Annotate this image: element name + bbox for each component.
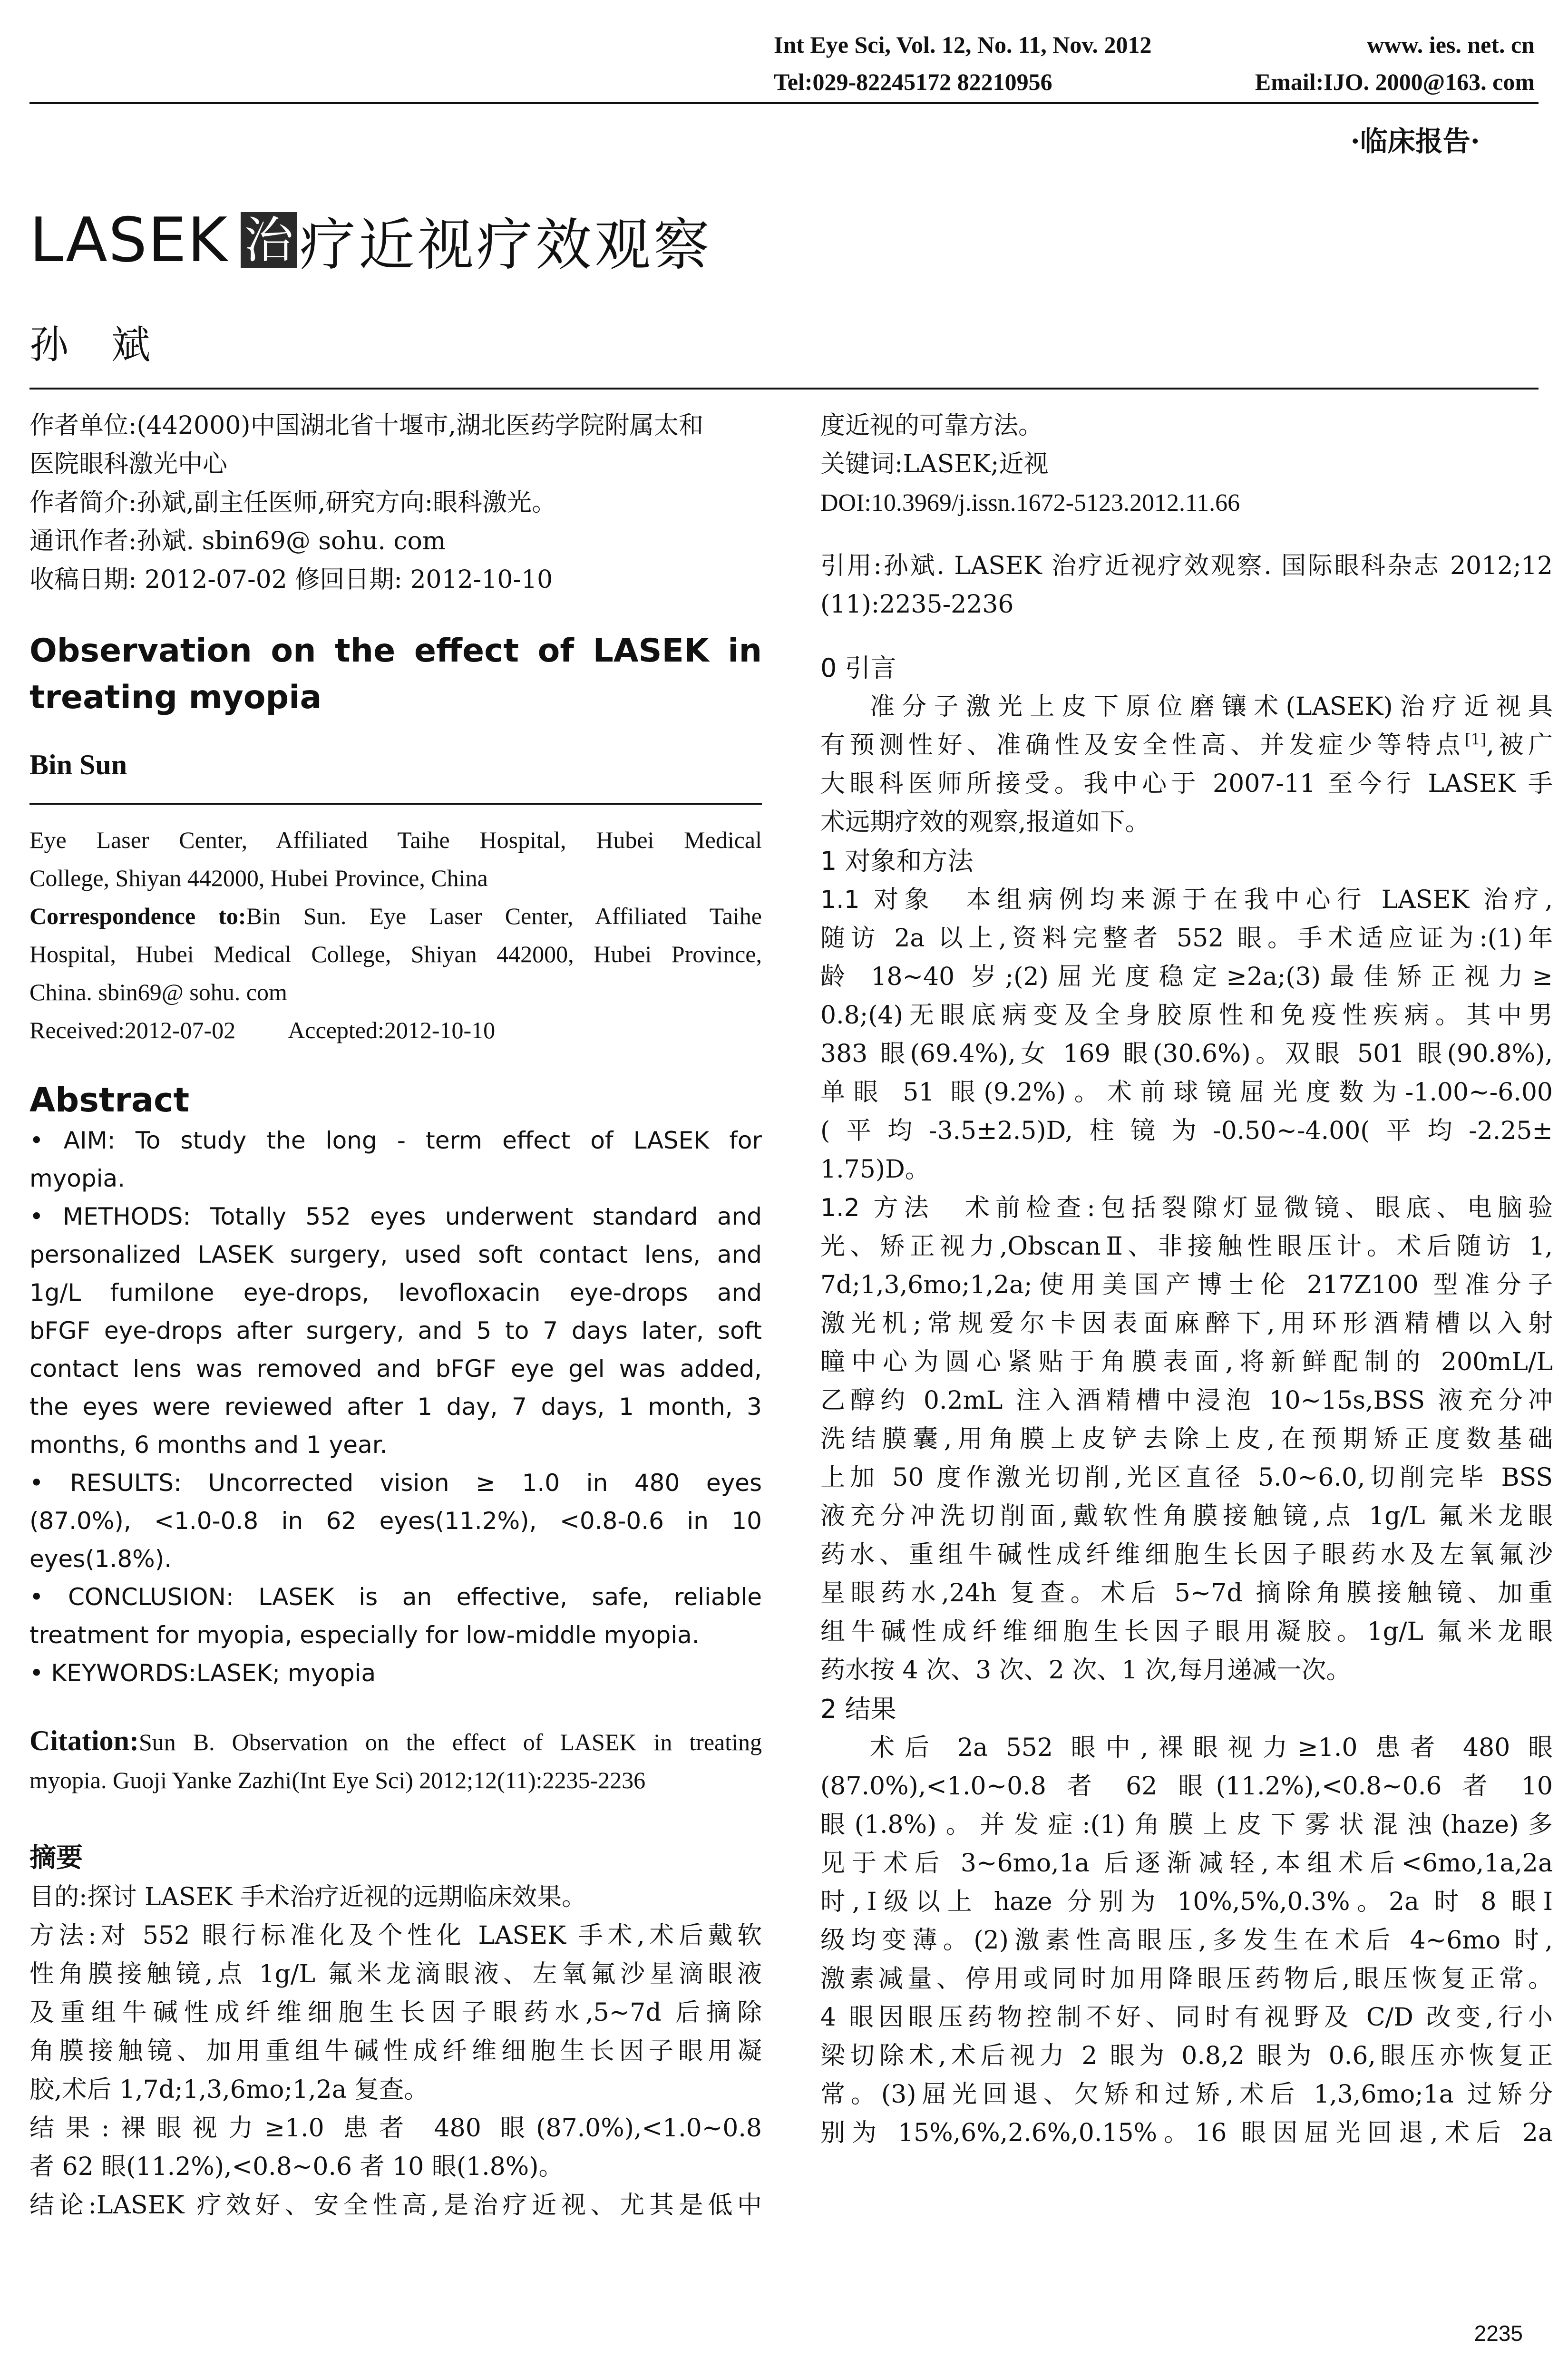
citation-cn-line: (11):2235-2236 xyxy=(820,590,1014,619)
title-highlight-char: 治 xyxy=(241,212,297,268)
english-title xyxy=(29,628,762,674)
journal-email[interactable]: Email:IJO. 2000@163. com xyxy=(1255,68,1535,95)
reference-mark[interactable]: [1] xyxy=(1464,730,1487,749)
section-heading-methods: 1 对象和方法 xyxy=(820,846,974,876)
citation-en-line: myopia. Guoji Yanke Zazhi(Int Eye Sci) 2012;12(11):2235-2236 xyxy=(29,1767,646,1793)
subsection-label: 1.2 方法 xyxy=(820,1194,935,1222)
affiliation-line: Eye Laser Center, Affiliated Taihe Hospital, Hubei Medical xyxy=(29,827,762,853)
body-line: 0.8;(4)无眼底病变及全身胶原性和免疫性疾病。其中男 xyxy=(820,1001,1553,1030)
body-line: 洗结膜囊,用角膜上皮铲去除上皮,在预期矫正度数基础 xyxy=(820,1425,1553,1453)
body-line: 乙醇约 0.2mL 注入酒精槽中浸泡 10~15s,BSS 液充分冲 xyxy=(820,1386,1553,1415)
author-rule xyxy=(29,803,762,805)
body-line xyxy=(820,881,1553,919)
citation-label: Citation: xyxy=(29,1725,139,1756)
received-accepted xyxy=(29,1011,762,1049)
zh-abstract-line: 者 62 眼(11.2%),<0.8~0.6 者 10 眼(1.8%)。 xyxy=(29,2153,564,2181)
section-heading-results: 2 结果 xyxy=(820,1694,896,1724)
body-line: (87.0%),<1.0~0.8 者 62 眼(11.2%),<0.8~0.6 者 10 xyxy=(820,1772,1553,1801)
abstract-heading: Abstract xyxy=(29,1081,190,1120)
english-title-line: Observation on the effect of LASEK in xyxy=(29,632,762,670)
body-line: 单眼 51 眼(9.2%)。术前球镜屈光度数为-1.00~-6.00 xyxy=(820,1078,1553,1107)
journal-citation: Int Eye Sci, Vol. 12, No. 11, Nov. 2012 xyxy=(774,31,1152,58)
abstract-continuation: 度近视的可靠方法。 xyxy=(820,411,1043,440)
body-line: 药水按 4 次、3 次、2 次、1 次,每月递减一次。 xyxy=(820,1656,1351,1685)
body-line: 药水、重组牛碱性成纤维细胞生长因子眼药水及左氧氟沙 xyxy=(820,1540,1553,1569)
body-text: 术前检查:包括裂隙灯显微镜、眼底、电脑验 xyxy=(959,1194,1553,1222)
body-line: 激光机;常规爱尔卡因表面麻醉下,用环形酒精槽以入射 xyxy=(820,1309,1553,1338)
abstract-line: contact lens was removed and bFGF eye gel was added, xyxy=(29,1355,762,1383)
abstract-line: months, 6 months and 1 year. xyxy=(29,1431,388,1459)
correspondence-email[interactable]: China. sbin69@ sohu. com xyxy=(29,979,287,1005)
abstract-line: myopia. xyxy=(29,1165,126,1192)
body-line: 激素减量、停用或同时加用降眼压药物后,眼压恢复正常。 xyxy=(820,1965,1553,1993)
citation-en-line xyxy=(29,1722,762,1761)
info-line: 作者单位:(442000)中国湖北省十堰市,湖北医药学院附属太和 xyxy=(29,411,704,440)
body-line xyxy=(820,1189,1553,1227)
abstract-line: • KEYWORDS:LASEK; myopia xyxy=(29,1659,376,1687)
english-author: Bin Sun xyxy=(29,749,127,780)
correspondence-label: Correspondence to: xyxy=(29,903,246,929)
title-rest: 疗近视疗效观察 xyxy=(299,212,712,278)
citation-cn-line: 引用:孙斌. LASEK 治疗近视疗效观察. 国际眼科杂志 2012;12 xyxy=(820,552,1553,580)
english-title-line: treating myopia xyxy=(29,679,322,716)
received-date: Received:2012-07-02 xyxy=(29,1017,236,1043)
correspondence-line: Hospital, Hubei Medical College, Shiyan 442000, Hubei Province, xyxy=(29,941,762,967)
abstract-line: • METHODS: Totally 552 eyes underwent standard and xyxy=(29,1203,762,1230)
body-line: 1.75)D。 xyxy=(820,1155,930,1184)
correspondence-text: Bin Sun. Eye Laser Center, Affiliated Taihe xyxy=(246,903,762,929)
article-title xyxy=(29,200,712,281)
title-rule xyxy=(29,388,1539,390)
body-line: 大眼科医师所接受。我中心于 2007-11 至今行 LASEK 手 xyxy=(820,770,1553,798)
body-line: (平均-3.5±2.5)D,柱镜为-0.50~-4.00(平均-2.25± xyxy=(820,1117,1553,1145)
abstract-line: • CONCLUSION: LASEK is an effective, safe, reliable xyxy=(29,1583,762,1611)
zh-abstract-heading: 摘要 xyxy=(29,1842,83,1873)
body-line: 液充分冲洗切削面,戴软性角膜接触镜,点 1g/L 氟米龙眼 xyxy=(820,1502,1553,1530)
section-tag: ·临床报告· xyxy=(1350,125,1480,157)
header-rule xyxy=(29,102,1539,104)
body-line: 7d;1,3,6mo;1,2a;使用美国产博士伦 217Z100 型准分子 xyxy=(820,1271,1553,1299)
body-line: 眼(1.8%)。并发症:(1)角膜上皮下雾状混浊(haze)多 xyxy=(820,1811,1553,1839)
journal-header xyxy=(774,26,1535,100)
page-number: 2235 xyxy=(1474,2321,1523,2346)
zh-abstract-line: 结果:裸眼视力≥1.0 患者 480 眼(87.0%),<1.0~0.8 xyxy=(29,2114,762,2143)
journal-website[interactable]: www. ies. net. cn xyxy=(1367,31,1535,58)
zh-abstract-line: 及重组牛碱性成纤维细胞生长因子眼药水,5~7d 后摘除 xyxy=(29,1998,762,2027)
abstract-line: treatment for myopia, especially for low-middle myopia. xyxy=(29,1621,700,1649)
abstract-line: the eyes were reviewed after 1 day, 7 days, 1 month, 3 xyxy=(29,1393,762,1421)
body-line: 术远期疗效的观察,报道如下。 xyxy=(820,808,1150,837)
body-text: ,被广 xyxy=(1486,731,1553,760)
zh-abstract-line: 角膜接触镜、加用重组牛碱性成纤维细胞生长因子眼用凝 xyxy=(29,2037,762,2065)
body-line: 术后 2a 552 眼中,裸眼视力≥1.0 患者 480 眼 xyxy=(870,1734,1553,1762)
keywords-line: 关键词:LASEK;近视 xyxy=(820,450,1049,478)
right-column xyxy=(820,407,1553,2153)
body-line: 时,Ⅰ级以上 haze 分别为 10%,5%,0.3%。2a 时 8 眼Ⅰ xyxy=(820,1888,1553,1916)
affiliation-line: College, Shiyan 442000, Hubei Province, China xyxy=(29,865,488,891)
body-line: 常。(3)屈光回退、欠矫和过矫,术后 1,3,6mo;1a 过矫分 xyxy=(820,2080,1553,2109)
zh-abstract-line: 性角膜接触镜,点 1g/L 氟米龙滴眼液、左氧氟沙星滴眼液 xyxy=(29,1960,762,1988)
body-text: 本组病例均来源于在我中心行 LASEK 治疗, xyxy=(960,886,1553,914)
journal-tel: Tel:029-82245172 82210956 xyxy=(774,68,1052,95)
accepted-date: Accepted:2012-10-10 xyxy=(288,1017,496,1043)
info-line: 收稿日期: 2012-07-02 修回日期: 2012-10-10 xyxy=(29,565,553,594)
title-prefix: LASEK xyxy=(29,205,228,276)
body-line: 瞳中心为圆心紧贴于角膜表面,将新鲜配制的 200mL/L xyxy=(820,1348,1553,1376)
abstract-line: 1g/L fumilone eye-drops, levofloxacin eye-drops and xyxy=(29,1279,762,1306)
body-line: 梁切除术,术后视力 2 眼为 0.8,2 眼为 0.6,眼压亦恢复正 xyxy=(820,2042,1553,2070)
body-line: 4 眼因眼压药物控制不好、同时有视野及 C/D 改变,行小 xyxy=(820,2003,1553,2032)
info-line: 作者简介:孙斌,副主任医师,研究方向:眼科激光。 xyxy=(29,488,557,517)
body-line: 383 眼(69.4%),女 169 眼(30.6%)。双眼 501 眼(90.8%), xyxy=(820,1040,1553,1068)
body-line: 见于术后 3~6mo,1a 后逐渐减轻,本组术后<6mo,1a,2a xyxy=(820,1849,1553,1878)
doi-line[interactable]: DOI:10.3969/j.issn.1672-5123.2012.11.66 xyxy=(820,489,1240,516)
abstract-line: • AIM: To study the long - term effect of LASEK for xyxy=(29,1127,762,1154)
body-line: 别为 15%,6%,2.6%,0.15%。16 眼因屈光回退,术后 2a xyxy=(820,2119,1553,2147)
abstract-line: bFGF eye-drops after surgery, and 5 to 7 days later, soft xyxy=(29,1317,762,1344)
body-line: 光、矫正视力,ObscanⅡ、非接触性眼压计。术后随访 1, xyxy=(820,1232,1553,1261)
citation-text: Sun B. Observation on the effect of LASEK in treating xyxy=(138,1729,762,1755)
author-name-cn: 孙斌 xyxy=(29,322,194,368)
zh-abstract-line: 结论:LASEK 疗效好、安全性高,是治疗近视、尤其是低中 xyxy=(29,2191,762,2220)
info-line: 通讯作者:孙斌. sbin69@ sohu. com xyxy=(29,527,446,555)
body-line: 随访 2a 以上,资料完整者 552 眼。手术适应证为:(1)年 xyxy=(820,924,1553,953)
abstract-line: • RESULTS: Uncorrected vision ≥ 1.0 in 480 eyes xyxy=(29,1469,762,1497)
subsection-label: 1.1 对象 xyxy=(820,886,935,914)
correspondence-line xyxy=(29,897,762,935)
abstract-line: personalized LASEK surgery, used soft contact lens, and xyxy=(29,1241,762,1268)
body-line: 龄 18~40 岁;(2)屈光度稳定≥2a;(3)最佳矫正视力≥ xyxy=(820,963,1553,991)
body-text: 有预测性好、准确性及安全性高、并发症少等特点 xyxy=(820,731,1465,760)
body-line: 星眼药水,24h 复查。术后 5~7d 摘除角膜接触镜、加重 xyxy=(820,1579,1553,1607)
body-line: 组牛碱性成纤维细胞生长因子眼用凝胶。1g/L 氟米龙眼 xyxy=(820,1617,1553,1646)
section-heading-intro: 0 引言 xyxy=(820,653,896,683)
left-column xyxy=(29,407,762,2225)
english-title xyxy=(29,674,762,721)
info-line: 医院眼科激光中心 xyxy=(29,450,228,478)
zh-abstract-line: 方法:对 552 眼行标准化及个性化 LASEK 手术,术后戴软 xyxy=(29,1921,762,1950)
body-line: 准分子激光上皮下原位磨镶术(LASEK)治疗近视具 xyxy=(870,692,1553,721)
body-line: 级均变薄。(2)激素性高眼压,多发生在术后 4~6mo 时, xyxy=(820,1926,1553,1955)
body-line xyxy=(820,726,1553,765)
zh-abstract-line: 目的:探讨 LASEK 手术治疗近视的远期临床效果。 xyxy=(29,1883,587,1911)
zh-abstract-line: 胶,术后 1,7d;1,3,6mo;1,2a 复查。 xyxy=(29,2075,429,2104)
abstract-line: (87.0%), <1.0-0.8 in 62 eyes(11.2%), <0.8-0.6 in 10 xyxy=(29,1507,762,1535)
body-line: 上加 50 度作激光切削,光区直径 5.0~6.0,切削完毕 BSS xyxy=(820,1463,1553,1492)
abstract-line: eyes(1.8%). xyxy=(29,1545,172,1573)
